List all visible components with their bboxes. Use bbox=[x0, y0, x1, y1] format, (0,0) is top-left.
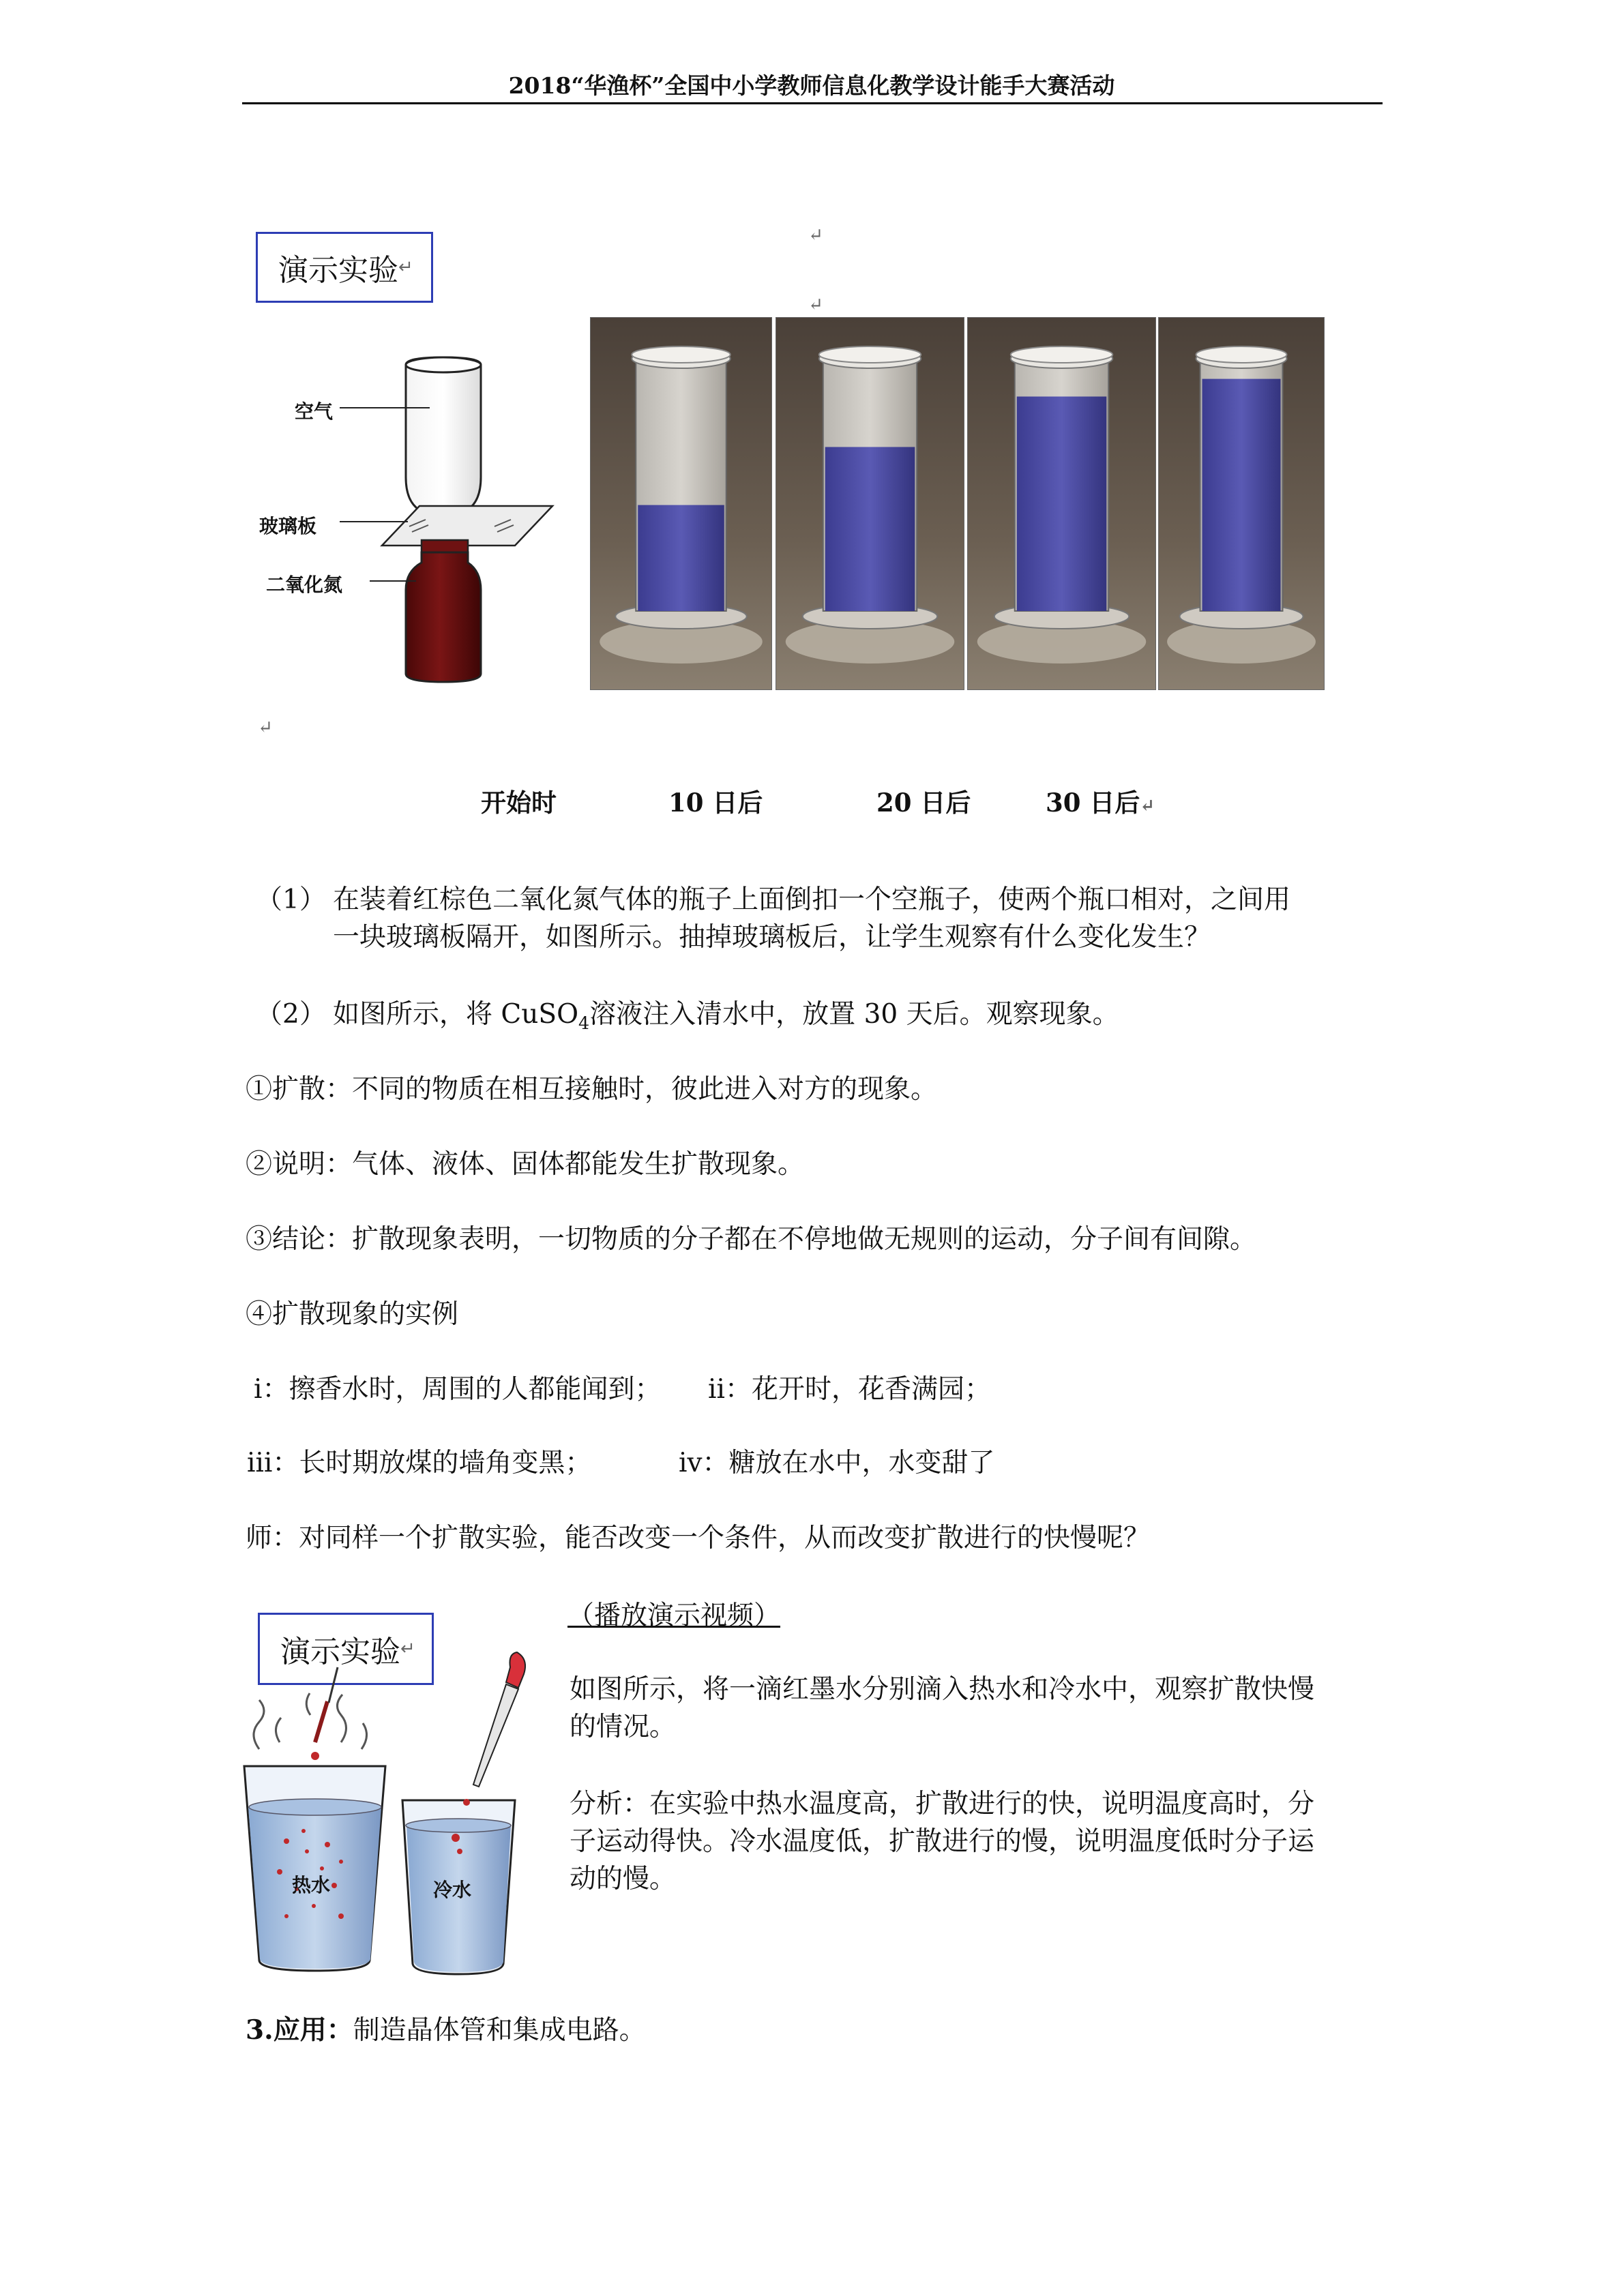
glass-plate-label: 玻璃板 bbox=[259, 515, 317, 537]
experiment-2-description-line-1: 如图所示，将一滴红墨水分别滴入热水和冷水中，观察扩散快慢 bbox=[570, 1674, 1315, 1705]
paragraph-mark: ↵ bbox=[808, 295, 823, 315]
diffusion-explanation: ②说明：气体、液体、固体都能发生扩散现象。 bbox=[246, 1149, 805, 1180]
play-demo-video-link[interactable]: （播放演示视频） bbox=[567, 1600, 781, 1631]
cylinder-photo-4 bbox=[1158, 317, 1325, 690]
paragraph-1-number: （1） bbox=[256, 884, 326, 915]
paragraph-mark: ↵ bbox=[398, 257, 413, 278]
cylinder-photo-1 bbox=[590, 317, 772, 690]
paragraph-2-text: 如图所示，将 CuSO$_4$溶液注入清水中，放置 30 天后。观察现象。 bbox=[333, 999, 1119, 1033]
demo-experiment-label: 演示实验 bbox=[280, 1635, 400, 1669]
diffusion-definition: ①扩散：不同的物质在相互接触时，彼此进入对方的现象。 bbox=[246, 1074, 938, 1105]
air-bottle bbox=[406, 357, 481, 524]
caption-30-days: 30 日后↵ bbox=[1046, 788, 1155, 818]
nitrogen-dioxide-label: 二氧化氮 bbox=[266, 573, 343, 596]
dropper-bulb bbox=[506, 1652, 525, 1688]
demo-experiment-box-1 bbox=[256, 232, 433, 303]
cylinder-photo-2 bbox=[776, 317, 964, 690]
demo-experiment-label: 演示实验 bbox=[278, 253, 398, 288]
diffusion-conclusion: ③结论：扩散现象表明，一切物质的分子都在不停地做无规则的运动，分子间有间隙。 bbox=[246, 1224, 1257, 1255]
caption-start: 开始时 bbox=[481, 788, 557, 818]
air-label: 空气 bbox=[295, 400, 334, 423]
analysis-line-2: 子运动得快。冷水温度低，扩散进行的慢，说明温度低时分子运 bbox=[570, 1826, 1315, 1857]
paragraph-1-line-2: 一块玻璃板隔开，如图所示。抽掉玻璃板后，让学生观察有什么变化发生？ bbox=[333, 922, 1211, 953]
analysis-line-3: 动的慢。 bbox=[570, 1864, 677, 1894]
paragraph-mark: ↵ bbox=[400, 1639, 415, 1659]
experiment-2-description-line-2: 的情况。 bbox=[570, 1712, 677, 1742]
paragraph-1-line-1: 在装着红棕色二氧化氮气体的瓶子上面倒扣一个空瓶子，使两个瓶口相对，之间用 bbox=[333, 884, 1291, 915]
paragraph-mark: ↵ bbox=[258, 717, 273, 738]
analysis-line-1: 分析：在实验中热水温度高，扩散进行的快，说明温度高时，分 bbox=[570, 1789, 1315, 1819]
cylinder-photo-3 bbox=[967, 317, 1156, 690]
cold-water-label: 冷水 bbox=[433, 1879, 472, 1901]
example-1: ⅰ：擦香水时，周围的人都能闻到； bbox=[254, 1374, 662, 1405]
header-rule bbox=[242, 102, 1383, 104]
examples-title: ④扩散现象的实例 bbox=[246, 1299, 459, 1330]
paragraph-mark: ↵ bbox=[808, 225, 823, 245]
application bbox=[246, 2012, 646, 2049]
example-2: ⅱ：花开时，花香满园； bbox=[708, 1374, 991, 1405]
caption-20-days: 20 日后 bbox=[876, 788, 971, 818]
application-label: 3.应用： bbox=[246, 2014, 353, 2046]
caption-10-days: 10 日后 bbox=[668, 788, 763, 818]
example-3: ⅲ：长时期放煤的墙角变黑； bbox=[247, 1448, 592, 1478]
teacher-question: 师：对同样一个扩散实验，能否改变一个条件，从而改变扩散进行的快慢呢？ bbox=[246, 1523, 1151, 1553]
hot-water-label: 热水 bbox=[292, 1874, 331, 1896]
nitrogen-dioxide-bottle-diagram bbox=[259, 355, 559, 689]
hot-cold-water-ink-diagram bbox=[239, 1647, 532, 1981]
paragraph-2-number: （2） bbox=[256, 999, 326, 1030]
header-title: 2018“华渔杯”全国中小学教师信息化教学设计能手大赛活动 bbox=[508, 72, 1115, 99]
example-4: ⅳ：糖放在水中，水变甜了 bbox=[679, 1448, 995, 1478]
application-text: 制造晶体管和集成电路。 bbox=[353, 2015, 646, 2046]
cuso4-diffusion-photos bbox=[590, 317, 1323, 689]
nitrogen-dioxide-bottle bbox=[406, 552, 481, 682]
